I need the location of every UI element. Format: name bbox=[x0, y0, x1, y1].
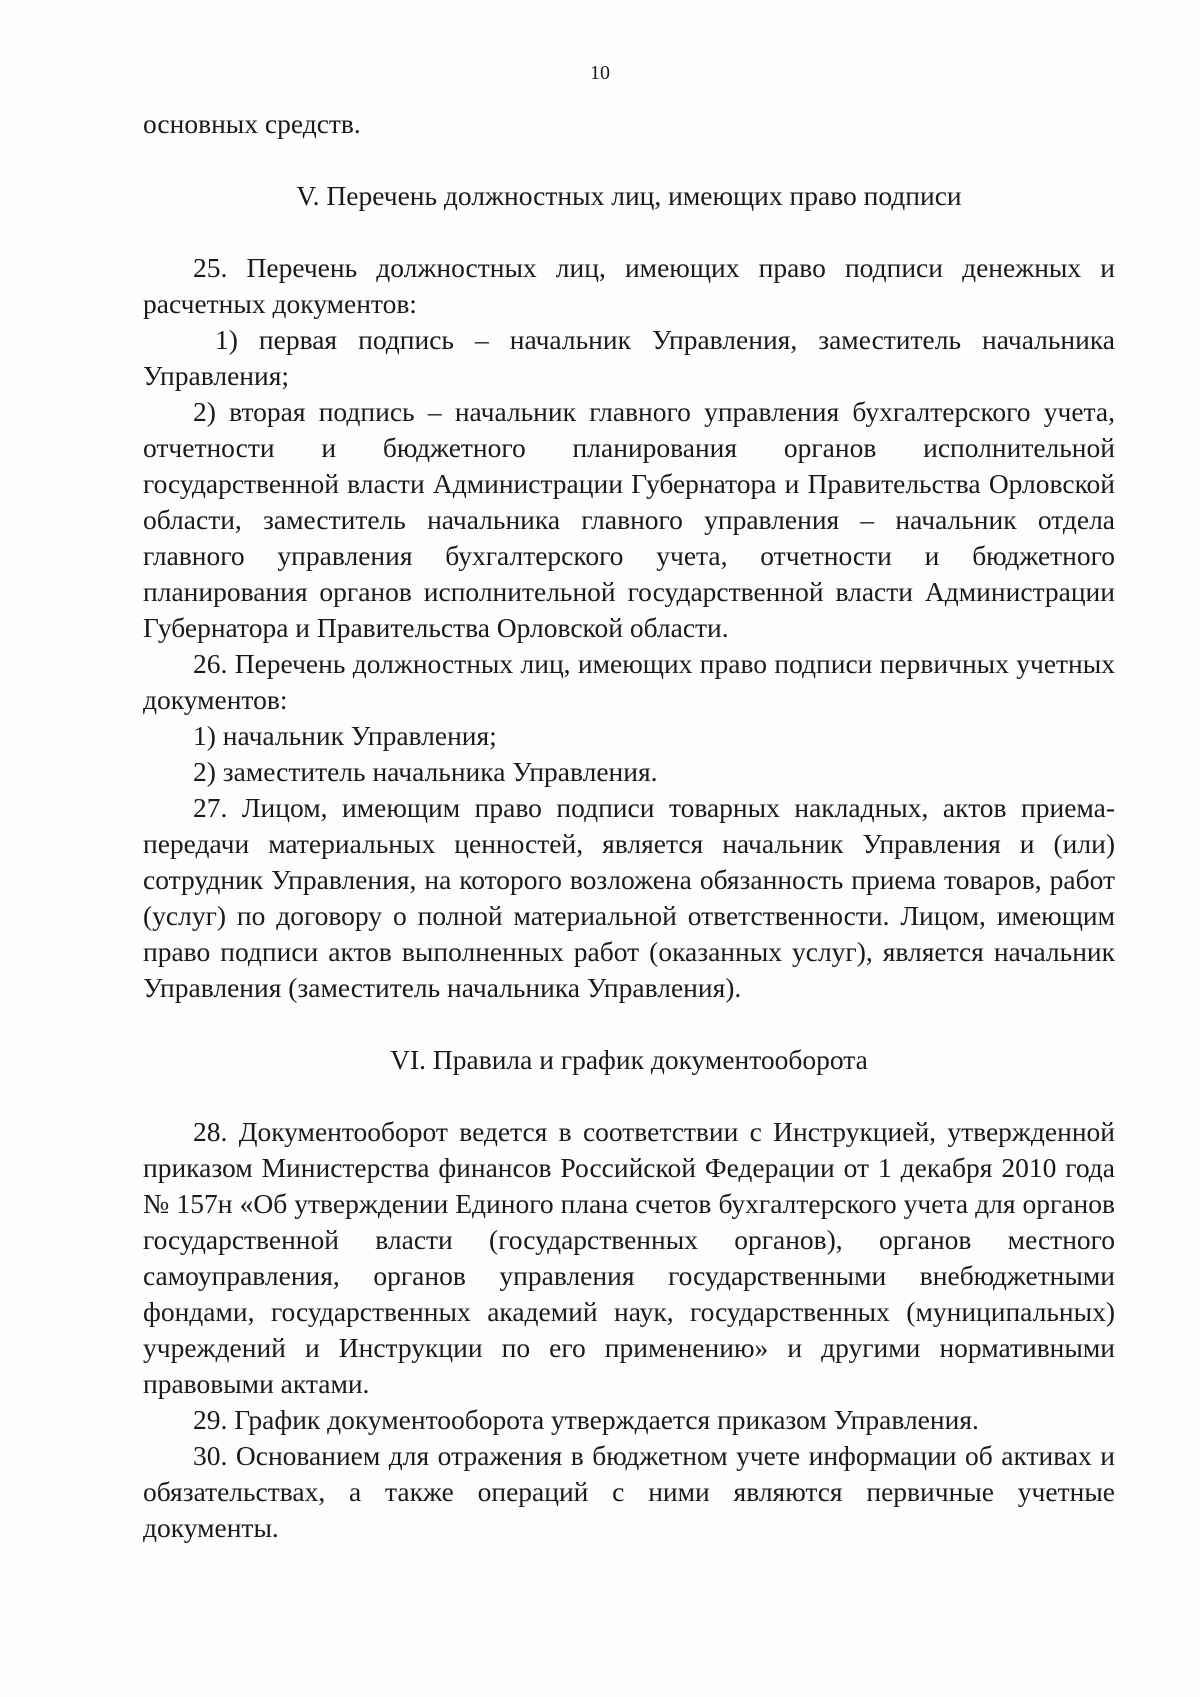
paragraph-26-item-2: 2) заместитель начальника Управления. bbox=[193, 756, 658, 787]
paragraph-27: 27. Лицом, имеющим право подписи товарных накладных, актов приема-передачи материальных ценностей, является начальник Управления и (или) сотрудник Управления, на которого возложена обязанность приема товаров, работ (услуг) по договору о полной материальной ответственности. Лицом, имеющим право подписи актов выполненных работ (оказанных услуг), является начальник Управления (заместитель начальника Управления). bbox=[143, 792, 1115, 1003]
document-body bbox=[143, 106, 1115, 1546]
paragraph-26: 26. Перечень должностных лиц, имеющих право подписи первичных учетных документов: bbox=[143, 648, 1115, 715]
section-heading-vi: VI. Правила и график документооборота bbox=[390, 1044, 868, 1075]
section-heading-v: V. Перечень должностных лиц, имеющих право подписи bbox=[296, 180, 962, 211]
paragraph-25: 25. Перечень должностных лиц, имеющих право подписи денежных и расчетных документов: bbox=[143, 252, 1115, 319]
paragraph-25-item-2: 2) вторая подпись – начальник главного управления бухгалтерского учета, отчетности и бюджетного планирования органов исполнительной государственной власти Администрации Губернатора и Правительства Орловской области, заместитель начальника главного управления – начальник отдела главного управления бухгалтерского учета, отчетности и бюджетного планирования органов исполнительной государственной власти Администрации Губернатора и Правительства Орловской области. bbox=[143, 396, 1115, 643]
paragraph-28: 28. Документооборот ведется в соответствии с Инструкцией, утвержденной приказом Министерства финансов Российской Федерации от 1 декабря 2010 года № 157н «Об утверждении Единого плана счетов бухгалтерского учета для органов государственной власти (государственных органов), органов местного самоуправления, органов управления государственными внебюджетными фондами, государственных академий наук, государственных (муниципальных) учреждений и Инструкции по его применению» и другими нормативными правовыми актами. bbox=[143, 1116, 1115, 1399]
paragraph-25-item-1: 1) первая подпись – начальник Управления, заместитель начальника Управления; bbox=[143, 324, 1115, 391]
paragraph-30: 30. Основанием для отражения в бюджетном учете информации об активах и обязательствах, а также операций с ними являются первичные учетные документы. bbox=[143, 1440, 1115, 1543]
page-number: 10 bbox=[590, 62, 610, 84]
paragraph-29: 29. График документооборота утверждается приказом Управления. bbox=[193, 1404, 979, 1435]
continuation-text: основных средств. bbox=[143, 108, 361, 139]
paragraph-26-item-1: 1) начальник Управления; bbox=[193, 720, 497, 751]
